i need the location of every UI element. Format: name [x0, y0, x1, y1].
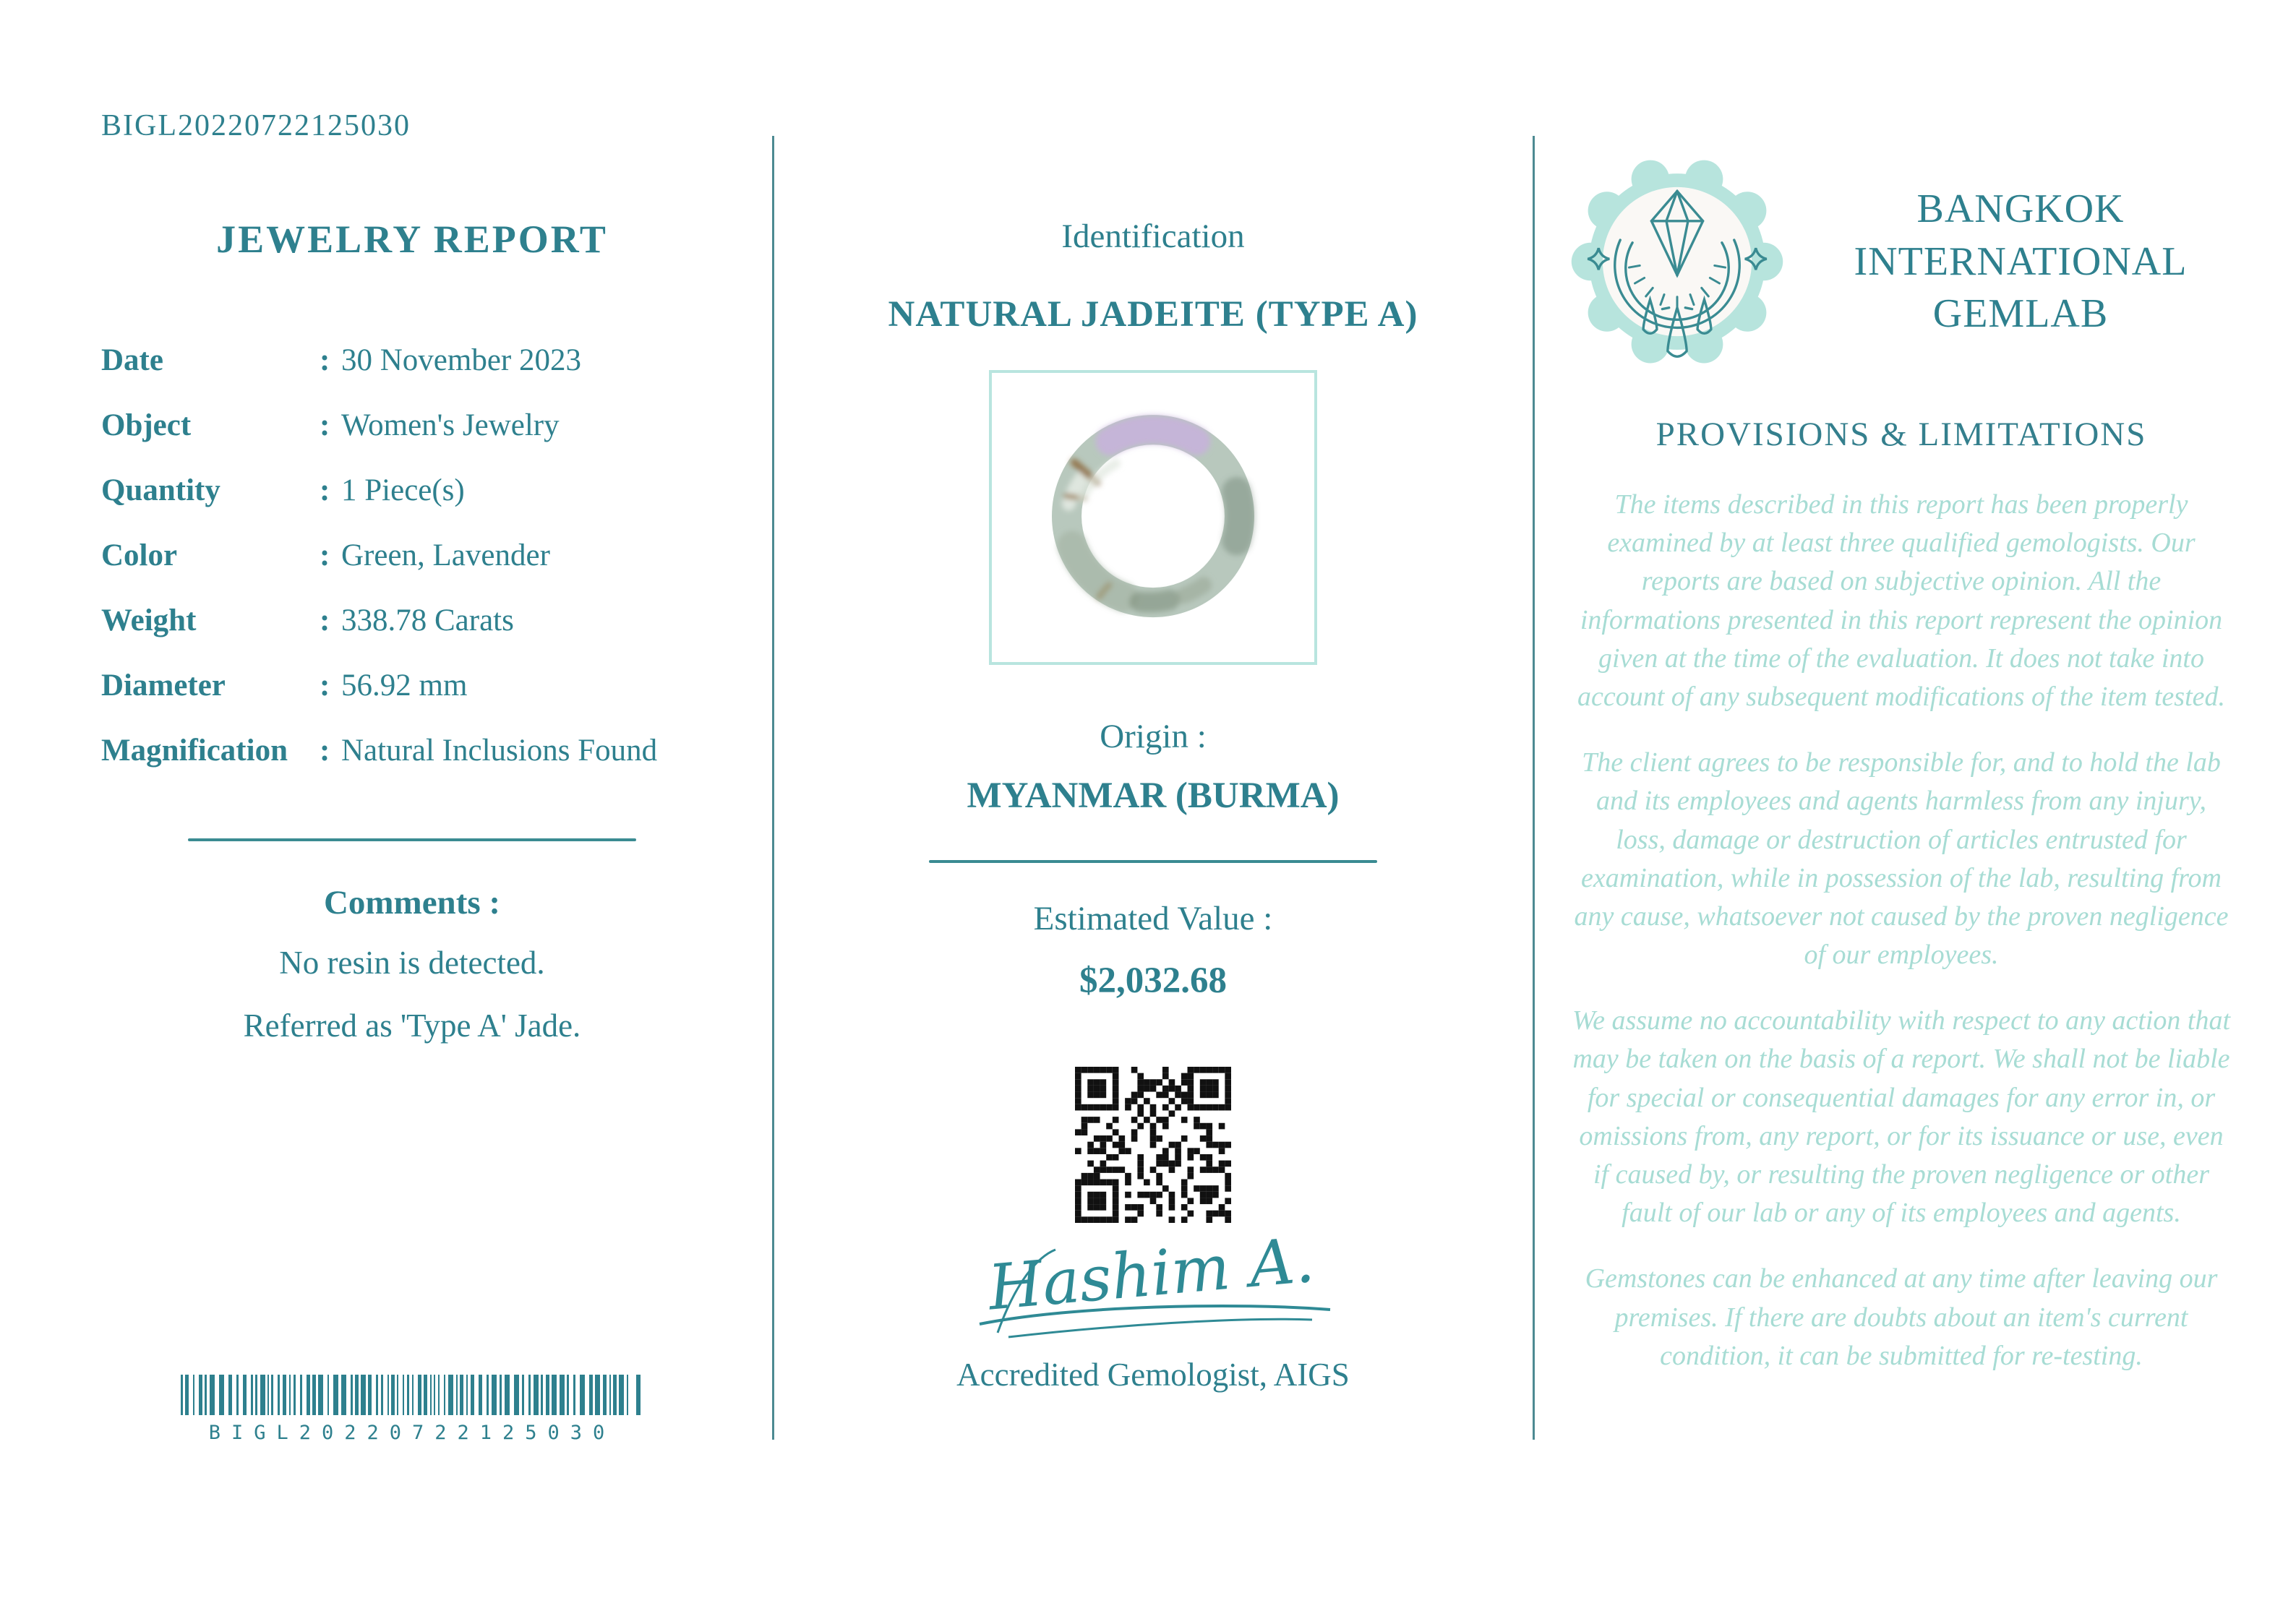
identification-column [817, 0, 1489, 1393]
detail-row-weight [101, 605, 723, 636]
detail-colon: : [320, 734, 330, 768]
column-divider-right [1533, 136, 1535, 1440]
detail-label: Date [101, 343, 163, 377]
detail-label: Diameter [101, 669, 226, 703]
detail-colon: : [320, 473, 330, 507]
lab-column [1569, 0, 2234, 1403]
detail-label: Color [101, 538, 178, 572]
provision-paragraph-3: We assume no accountability with respect to any action that may be taken on the basis of a report. We shall not be liable for special or consequential damages for any error in, or omissions from, any report, or for its issuance or use, even if caused by, or resulting the proven negligence or other fault of our lab or any of its employees and agents. [1572, 1005, 2231, 1229]
origin-value: MYANMAR (BURMA) [967, 776, 1340, 816]
identification-result: NATURAL JADEITE (TYPE A) [888, 294, 1418, 335]
signature [929, 1224, 1377, 1362]
report-details-column [101, 0, 723, 1048]
detail-value: Green, Lavender [341, 538, 550, 572]
detail-value: 338.78 Carats [341, 603, 514, 637]
estimated-value-label: Estimated Value : [1033, 900, 1273, 937]
provision-paragraph-4: Gemstones can be enhanced at any time after leaving our premises. If there are doubts about an item's current condition, it can be submitted for re-testing. [1585, 1263, 2218, 1371]
detail-row-quantity [101, 475, 723, 506]
report-number: BIGL20220722125030 [101, 109, 411, 142]
detail-label: Weight [101, 603, 197, 637]
detail-value: 56.92 mm [341, 669, 468, 703]
provision-paragraph-1: The items described in this report has been properly examined by at least three qualified gemologists. Our reports are based on subjective opinion. All the informations presented in this report represent the opinion given at the time of the evaluation. It does not take into account of any subsequent modifications of the item tested. [1577, 489, 2225, 712]
detail-colon: : [320, 538, 330, 572]
detail-row-color [101, 540, 723, 571]
detail-label: Magnification [101, 734, 288, 768]
lab-header [1569, 153, 2234, 370]
details-table [101, 345, 723, 766]
barcode-block [101, 1375, 723, 1444]
identification-heading: Identification [1061, 218, 1245, 255]
detail-row-object [101, 410, 723, 441]
detail-colon: : [320, 343, 330, 377]
detail-row-diameter [101, 670, 723, 701]
detail-value: Women's Jewelry [341, 408, 560, 442]
barcode-caption: BIGL20220722125030 [208, 1422, 616, 1444]
comments-divider [188, 838, 636, 841]
photo-frame [989, 370, 1317, 665]
jade-bangle-image [1001, 380, 1305, 655]
comment-line: No resin is detected. [279, 945, 545, 981]
provisions-heading: PROVISIONS & LIMITATIONS [1655, 416, 2147, 453]
signatory-title: Accredited Gemologist, AIGS [956, 1357, 1350, 1393]
detail-row-date [101, 345, 723, 376]
detail-colon: : [320, 603, 330, 637]
gem-pendant-badge-icon [1569, 153, 1786, 370]
comments-section [101, 838, 723, 1048]
value-section-divider [929, 860, 1377, 863]
comment-line: Referred as 'Type A' Jade. [243, 1007, 581, 1044]
estimated-value: $2,032.68 [1079, 961, 1227, 1001]
lab-name: BANGKOK INTERNATIONAL GEMLAB [1854, 186, 2188, 337]
detail-label: Object [101, 408, 192, 442]
detail-row-magnification [101, 735, 723, 766]
origin-label: Origin : [1100, 718, 1207, 755]
report-title: JEWELRY REPORT [216, 218, 608, 261]
detail-label: Quantity [101, 473, 220, 507]
comments-heading: Comments : [323, 884, 501, 921]
qr-code [1075, 1067, 1231, 1223]
provision-paragraph-2: The client agrees to be responsible for, and to hold the lab and its employees and agents harmless from any injury, loss, damage or destruction of articles entrusted for examination, while in possession of the lab, resulting from any cause, whatsoever not caused by the proven negligence of our employees. [1574, 747, 2229, 971]
signature-name: Hashim A. [985, 1224, 1317, 1325]
detail-value: 30 November 2023 [341, 343, 581, 377]
detail-value: 1 Piece(s) [341, 473, 465, 507]
detail-colon: : [320, 408, 330, 442]
barcode-icon [181, 1375, 643, 1415]
detail-value: Natural Inclusions Found [341, 734, 658, 768]
detail-colon: : [320, 669, 330, 703]
column-divider-left [772, 136, 774, 1440]
